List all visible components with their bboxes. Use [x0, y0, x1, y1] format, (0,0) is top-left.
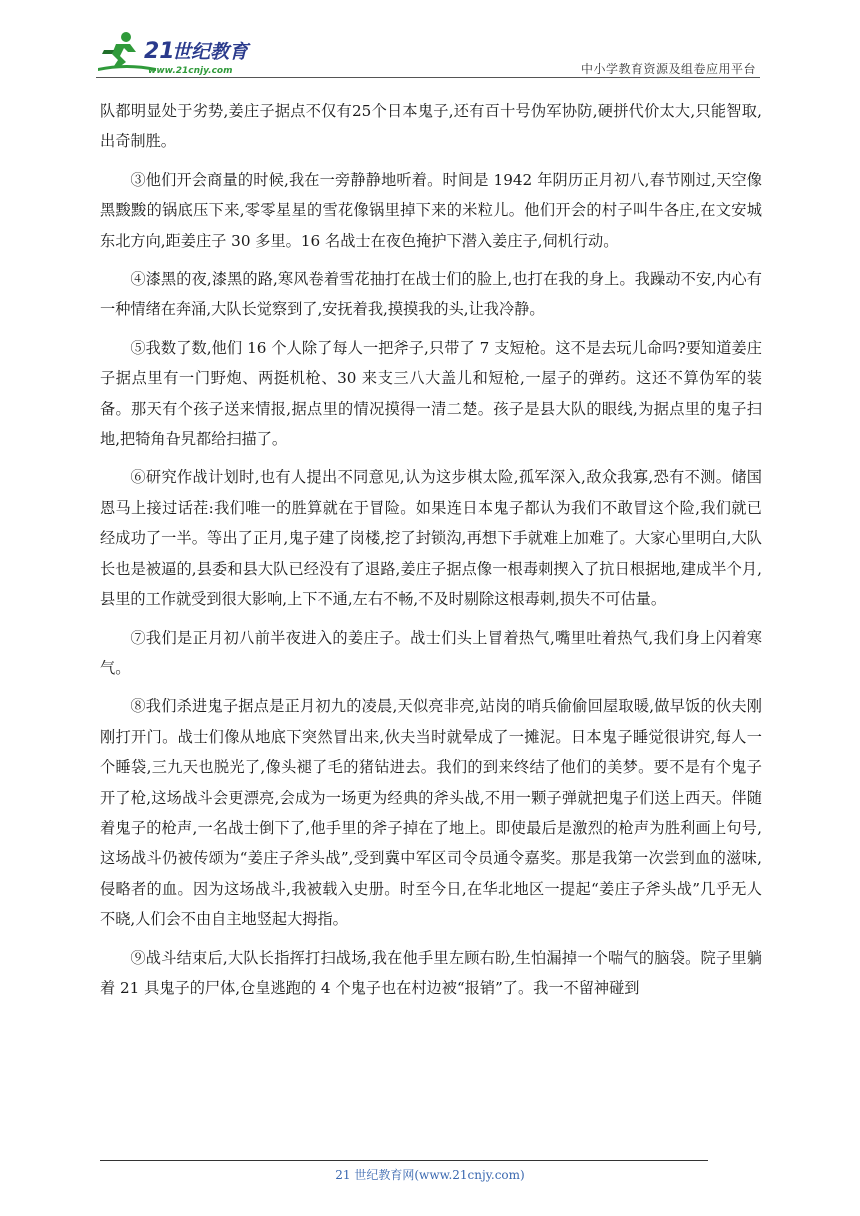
- page-header: [0, 0, 860, 80]
- platform-tagline: 中小学教育资源及组卷应用平台: [580, 62, 756, 76]
- svg-text:21: 21: [144, 39, 175, 64]
- logo: [96, 28, 266, 78]
- footer-divider: [100, 1160, 708, 1161]
- svg-text:www.21cnjy.com: www.21cnjy.com: [148, 66, 233, 76]
- paragraph: ⑦我们是正月初八前半夜进入的姜庄子。战士们头上冒着热气,嘴里吐着热气,我们身上闪着寒气。: [100, 628, 762, 677]
- logo-runner-icon: [96, 28, 266, 78]
- paragraph: ⑤我数了数,他们 16 个人除了每人一把斧子,只带了 7 支短枪。这不是去玩儿命吗?要知道姜庄子据点里有一门野炮、两挺机枪、30 来支三八大盖儿和短枪,一屋子的弹药。这还不算伪军的装备。那天有个孩子送来情报,据点里的情况摸得一清二楚。孩子是县大队的眼线,为据点里的鬼子扫地,把犄角旮旯都给扫描了。: [100, 338, 762, 449]
- article-body: [100, 96, 762, 1011]
- paragraph: 队都明显处于劣势,姜庄子据点不仅有25个日本鬼子,还有百十号伪军协防,硬拼代价太大,只能智取,出奇制胜。: [100, 102, 762, 151]
- header-divider: [96, 77, 760, 78]
- paragraph: ③他们开会商量的时候,我在一旁静静地听着。时间是 1942 年阴历正月初八,春节刚过,天空像黑黢黢的锅底压下来,零零星星的雪花像锅里掉下来的米粒儿。他们开会的村子叫牛各庄,在文安城东北方向,距姜庄子 30 多里。16 名战士在夜色掩护下潜入姜庄子,伺机行动。: [100, 170, 762, 250]
- paragraph: ⑥研究作战计划时,也有人提出不同意见,认为这步棋太险,孤军深入,敌众我寡,恐有不测。储国恩马上接过话茬:我们唯一的胜算就在于冒险。如果连日本鬼子都认为我们不敢冒这个险,我们就已经成功了一半。等出了正月,鬼子建了岗楼,挖了封锁沟,再想下手就难上加难了。大家心里明白,大队长也是被逼的,县委和县大队已经没有了退路,姜庄子据点像一根毒刺揳入了抗日根据地,建成半个月,县里的工作就受到很大影响,上下不通,左右不畅,不及时剔除这根毒刺,损失不可估量。: [100, 468, 762, 609]
- paragraph: ④漆黑的夜,漆黑的路,寒风卷着雪花抽打在战士们的脸上,也打在我的身上。我躁动不安,内心有一种情绪在奔涌,大队长觉察到了,安抚着我,摸摸我的头,让我冷静。: [100, 270, 762, 319]
- paragraph: ⑨战斗结束后,大队长指挥打扫战场,我在他手里左顾右盼,生怕漏掉一个喘气的脑袋。院子里躺着 21 具鬼子的尸体,仓皇逃跑的 4 个鬼子也在村边被“报销”了。我一不留神碰到: [100, 948, 762, 997]
- footer-link[interactable]: 21 世纪教育网(www.21cnjy.com): [335, 1168, 525, 1182]
- paragraph: ⑧我们杀进鬼子据点是正月初九的凌晨,天似亮非亮,站岗的哨兵偷偷回屋取暖,做早饭的伙夫刚刚打开门。战士们像从地底下突然冒出来,伙夫当时就晕成了一摊泥。日本鬼子睡觉很讲究,每人一个睡袋,三九天也脱光了,像头褪了毛的猪钻进去。我们的到来终结了他们的美梦。要不是有个鬼子开了枪,这场战斗会更漂亮,会成为一场更为经典的斧头战,不用一颗子弹就把鬼子们送上西天。伴随着鬼子的枪声,一名战士倒下了,他手里的斧子掉在了地上。即使最后是激烈的枪声为胜利画上句号,这场战斗仍被传颂为“姜庄子斧头战”,受到冀中军区司令员通令嘉奖。那是我第一次尝到血的滋味,侵略者的血。因为这场战斗,我被载入史册。时至今日,在华北地区一提起“姜庄子斧头战”几乎无人不晓,人们会不由自主地竖起大拇指。: [100, 697, 762, 929]
- svg-text:世纪教育: 世纪教育: [172, 41, 249, 63]
